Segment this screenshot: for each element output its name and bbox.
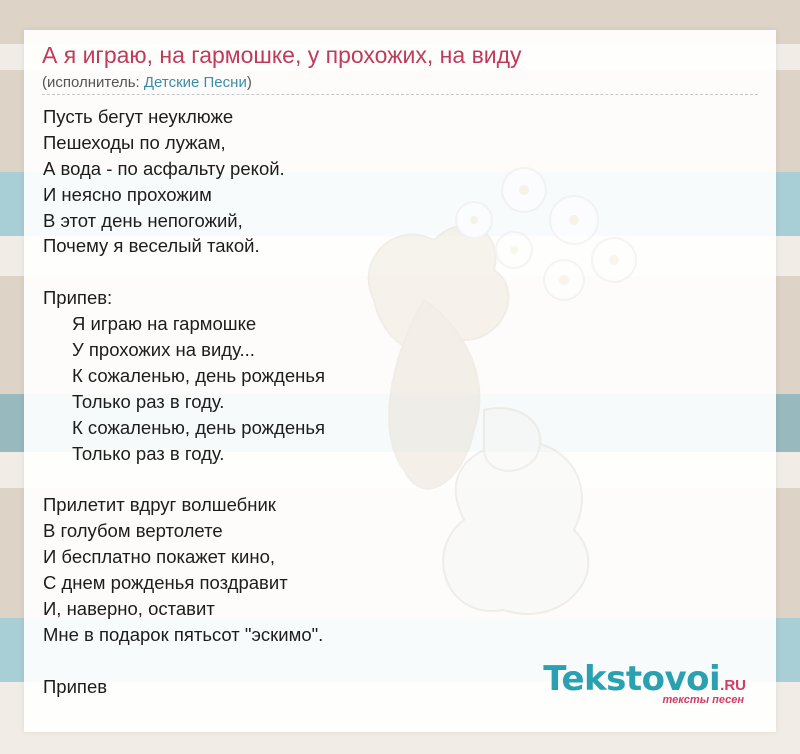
lyric-line: Припев: bbox=[43, 287, 113, 309]
lyric-line: Только раз в году. bbox=[72, 390, 225, 412]
lyric-line: Почему я веселый такой. bbox=[43, 235, 260, 257]
lyric-line: К сожаленью, день рожденья bbox=[72, 364, 325, 386]
lyric-line: Мне в подарок пятьсот "эскимо". bbox=[43, 623, 324, 645]
lyric-line: Пешеходы по лужам, bbox=[43, 131, 226, 153]
lyric-line bbox=[43, 648, 325, 674]
lyric-line: И бесплатно покажет кино, bbox=[43, 546, 276, 568]
lyrics-card bbox=[24, 30, 776, 732]
lyric-line: В голубом вертолете bbox=[43, 520, 223, 542]
lyric-line: Я играю на гармошке bbox=[72, 313, 257, 335]
lyric-line: Прилетит вдруг волшебник bbox=[43, 494, 276, 516]
lyric-line: И, наверно, оставит bbox=[43, 597, 215, 619]
artist-prefix: (исполнитель: bbox=[42, 74, 144, 91]
logo-tagline: тексты песен bbox=[662, 694, 744, 706]
lyric-line: К сожаленью, день рожденья bbox=[72, 416, 325, 438]
lyrics-text bbox=[43, 104, 325, 699]
lyric-line: Только раз в году. bbox=[72, 442, 225, 464]
lyric-line: И неясно прохожим bbox=[43, 183, 212, 205]
lyric-line bbox=[43, 259, 325, 285]
lyric-line: Пусть бегут неуклюже bbox=[43, 106, 234, 127]
lyric-line: У прохожих на виду... bbox=[72, 339, 255, 361]
logo-domain: .RU bbox=[720, 677, 746, 694]
lyric-line: Припев bbox=[43, 675, 108, 697]
lyric-line: В этот день непогожий, bbox=[43, 209, 243, 231]
header-divider bbox=[42, 94, 758, 95]
lyric-line: С днем рожденья поздравит bbox=[43, 572, 288, 594]
artist-suffix: ) bbox=[246, 74, 252, 91]
lyric-line bbox=[43, 466, 325, 492]
logo-main-text: Tekstovoi bbox=[543, 659, 721, 699]
artist-link[interactable]: Детские Песни bbox=[143, 74, 247, 91]
artist-line bbox=[42, 74, 252, 91]
hedgehog-with-flowers-watermark bbox=[334, 150, 664, 650]
lyric-line: А вода - по асфальту рекой. bbox=[43, 157, 285, 179]
song-title: А я играю, на гармошке, у прохожих, на виду bbox=[42, 42, 522, 68]
site-logo[interactable] bbox=[543, 659, 746, 706]
